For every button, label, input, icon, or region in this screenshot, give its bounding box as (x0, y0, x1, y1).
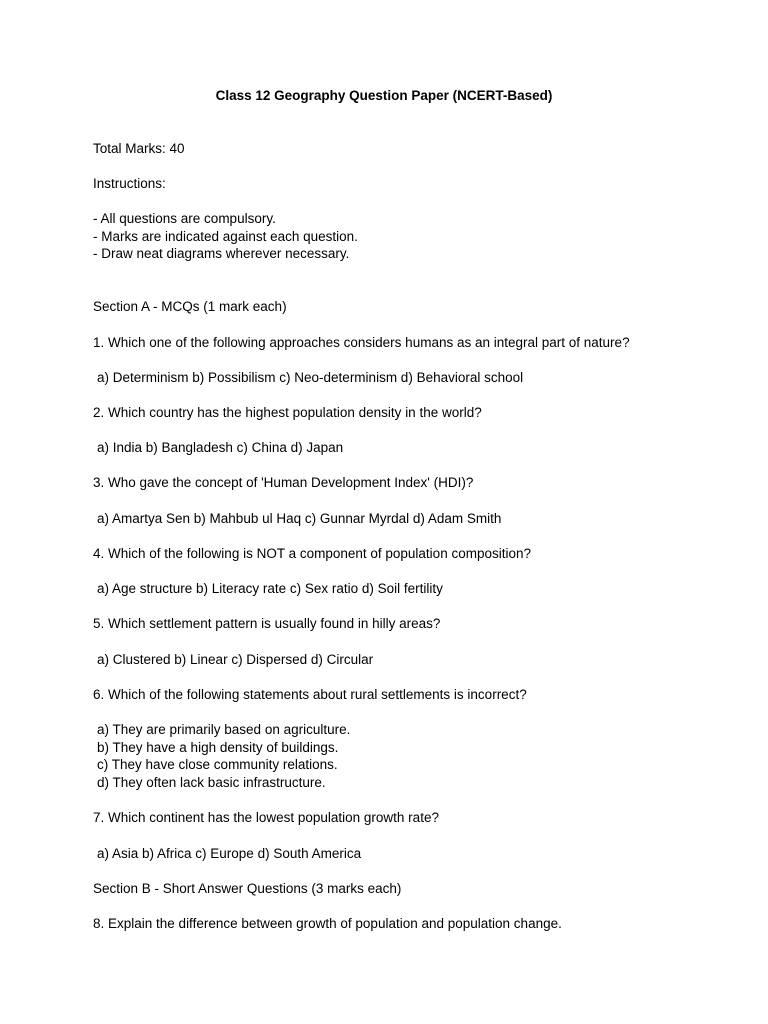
question-5: 5. Which settlement pattern is usually found in hilly areas? (93, 616, 441, 631)
page-title: Class 12 Geography Question Paper (NCERT-Based) (215, 88, 553, 103)
section-a-heading: Section A - MCQs (1 mark each) (93, 299, 287, 314)
question-7-options: a) Asia b) Africa c) Europe d) South America (97, 846, 362, 861)
instructions-heading: Instructions: (93, 176, 166, 191)
question-3: 3. Who gave the concept of 'Human Development Index' (HDI)? (93, 475, 474, 490)
question-2-options: a) India b) Bangladesh c) China d) Japan (97, 440, 344, 455)
question-4-options: a) Age structure b) Literacy rate c) Sex ratio d) Soil fertility (97, 581, 443, 596)
question-5-options: a) Clustered b) Linear c) Dispersed d) Circular (97, 652, 374, 667)
instruction-item: - Marks are indicated against each question. (93, 229, 358, 244)
question-4: 4. Which of the following is NOT a component of population composition? (93, 546, 531, 561)
question-6-option-d: d) They often lack basic infrastructure. (97, 775, 326, 790)
question-6-option-c: c) They have close community relations. (97, 757, 338, 772)
instruction-item: - All questions are compulsory. (93, 211, 276, 226)
question-3-options: a) Amartya Sen b) Mahbub ul Haq c) Gunnar Myrdal d) Adam Smith (97, 511, 502, 526)
question-8: 8. Explain the difference between growth of population and population change. (93, 916, 562, 931)
question-1: 1. Which one of the following approaches considers humans as an integral part of nature? (93, 335, 630, 350)
question-6-option-b: b) They have a high density of buildings. (97, 740, 339, 755)
total-marks: Total Marks: 40 (93, 141, 185, 156)
question-2: 2. Which country has the highest population density in the world? (93, 405, 482, 420)
question-7: 7. Which continent has the lowest population growth rate? (93, 810, 439, 825)
section-b-heading: Section B - Short Answer Questions (3 marks each) (93, 881, 402, 896)
question-1-options: a) Determinism b) Possibilism c) Neo-determinism d) Behavioral school (97, 370, 524, 385)
question-6-option-a: a) They are primarily based on agriculture. (97, 722, 351, 737)
question-6: 6. Which of the following statements about rural settlements is incorrect? (93, 687, 527, 702)
instruction-item: - Draw neat diagrams wherever necessary. (93, 246, 350, 261)
